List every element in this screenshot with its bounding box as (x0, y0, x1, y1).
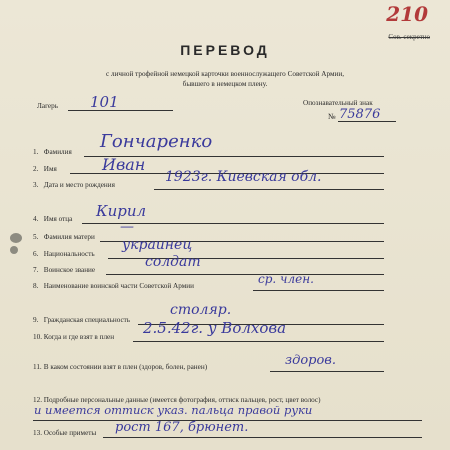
field-3-text: Дата и место рождения (43, 181, 115, 189)
field-7-text: Воинское звание (43, 266, 96, 274)
field-8-value: ср. член. (258, 272, 314, 286)
camp-label: Лагерь (37, 102, 58, 110)
field-13-number: 13. (33, 429, 42, 437)
field-13-text: Особые приметы (43, 429, 97, 437)
field-3-line (154, 189, 384, 190)
punch-hole (10, 246, 18, 254)
classification-label: Сов. секретно (388, 33, 430, 41)
field-11-text: В каком состоянии взят в плен (здоров, болен, ранен) (43, 363, 208, 371)
field-4-number: 4. (33, 215, 39, 223)
field-9-label (33, 316, 130, 324)
field-1-number: 1. (33, 148, 39, 156)
field-8-number: 8. (33, 282, 39, 290)
field-5-number: 5. (33, 233, 39, 241)
field-9-number: 9. (33, 316, 39, 324)
identity-value: 75876 (339, 107, 381, 122)
field-8-line (253, 290, 384, 291)
field-6-text: Национальность (43, 250, 95, 258)
field-10-number: 10. (33, 333, 42, 341)
field-7-label (33, 266, 95, 274)
field-11-label (33, 363, 207, 371)
field-8-label (33, 282, 194, 290)
field-6-value: украинец (122, 237, 193, 253)
field-3-number: 3. (33, 181, 39, 189)
field-9-value: столяр. (170, 302, 232, 318)
field-4-value: Кирил (96, 202, 147, 220)
field-4-label (33, 215, 72, 223)
punch-hole (10, 233, 22, 243)
field-7-number: 7. (33, 266, 39, 274)
field-10-label (33, 333, 114, 341)
field-2-text: Имя (43, 165, 57, 173)
classification-stamp (388, 33, 430, 41)
field-8-text: Наименование воинской части Советской Армии (43, 282, 194, 290)
field-12-value: и имеется оттиск указ. пальца правой руки (34, 403, 313, 417)
field-7-value: солдат (145, 254, 201, 270)
field-3-value: 1923г. Киевская обл. (165, 169, 322, 185)
field-3-label (33, 181, 115, 189)
field-9-text: Гражданская специальность (43, 316, 131, 324)
field-11-line (270, 371, 384, 372)
field-2-label (33, 165, 57, 173)
field-2-number: 2. (33, 165, 39, 173)
field-10-text: Когда и где взят в плен (43, 333, 115, 341)
field-11-value: здоров. (285, 353, 337, 368)
field-5-label (33, 233, 95, 241)
document-subtitle-1: с личной трофейной немецкой карточки военнослужащего Советской Армии, (106, 70, 344, 78)
field-10-line (133, 341, 384, 342)
field-10-value: 2.5.42г. у Волхова (143, 319, 287, 337)
field-12-number: 12. (33, 396, 42, 404)
field-12-text: Подробные персональные данные (имеется фотография, оттиск пальцев, рост, цвет волос) (43, 396, 321, 404)
field-5-text: Фамилия матери (43, 233, 95, 241)
field-13-line (103, 437, 422, 438)
identity-label: Опознавательный знак (303, 99, 373, 107)
field-13-label (33, 429, 96, 437)
field-6-number: 6. (33, 250, 39, 258)
camp-line (68, 110, 173, 111)
field-4-text: Имя отца (43, 215, 73, 223)
field-11-number: 11. (33, 363, 42, 371)
field-6-label (33, 250, 95, 258)
camp-value: 101 (90, 93, 119, 111)
document-subtitle-2: бывшего в немецком плену. (182, 80, 268, 88)
page-number: 210 (386, 2, 428, 26)
field-5-value: — (120, 219, 134, 235)
field-1-label (33, 148, 72, 156)
field-2-value: Иван (102, 155, 146, 174)
document-title: ПЕРЕВОД (180, 42, 270, 58)
field-7-line (106, 274, 384, 275)
field-1-value: Гончаренко (100, 131, 213, 152)
field-13-value: рост 167, брюнет. (115, 420, 249, 435)
field-1-text: Фамилия (43, 148, 72, 156)
identity-prefix: № (328, 112, 336, 121)
